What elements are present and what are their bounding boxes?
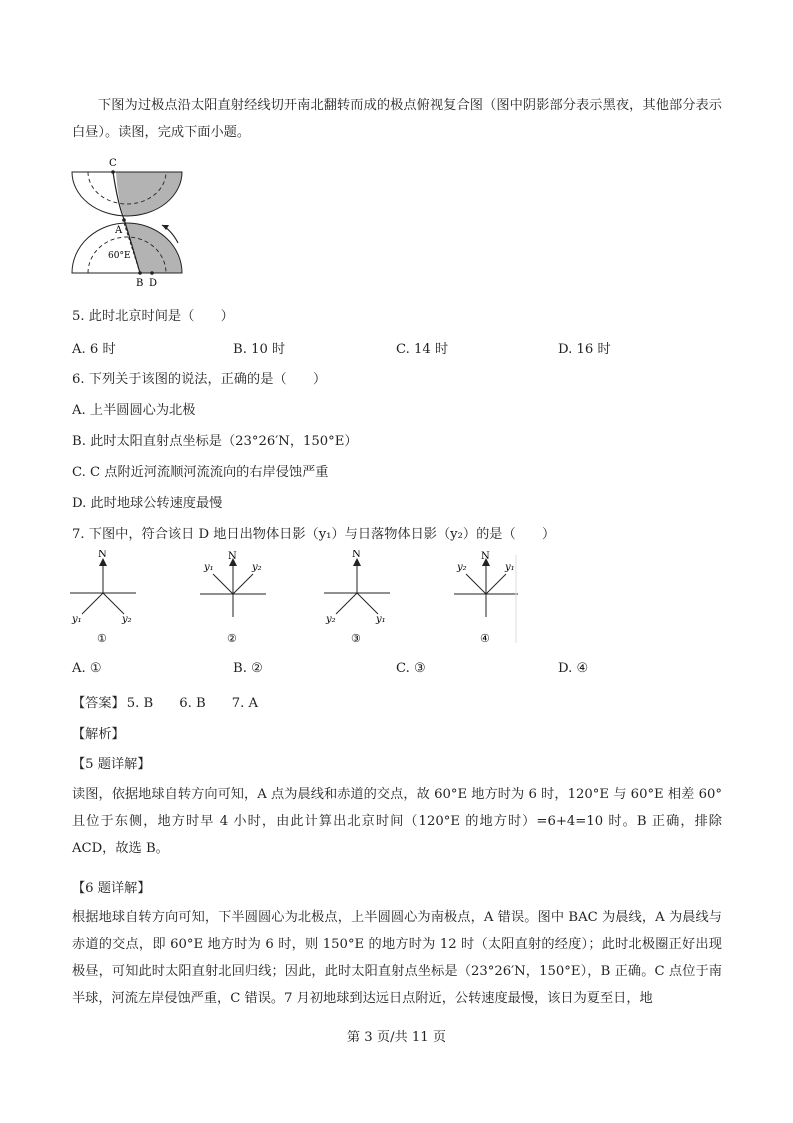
detail-5-title: 【5 题详解】 — [72, 757, 151, 772]
label-b: B — [136, 278, 144, 289]
diagram-2-num: ② — [227, 632, 237, 645]
q6-stem: 6. 下列关于该图的说法，正确的是（ ） — [72, 372, 327, 387]
detail-5-text: 读图，依据地球自转方向可知，A 点为晨线和赤道的交点，故 60°E 地方时为 6 时，120°E 与 60°E 相差 60°且位于东侧，地方时早 4 小时，由此计算出北京时间（120°E 的地方时）=6+4=10 时。B 正确，排除 ACD，故选 B。 — [72, 787, 722, 856]
point-a — [122, 218, 126, 222]
point-c — [111, 170, 115, 174]
shadow-diagram-4 — [452, 550, 522, 648]
answer-7: 7. A — [231, 696, 258, 711]
diagram-2-left: y₁ — [204, 562, 214, 573]
diagram-4-num: ④ — [480, 632, 490, 645]
q5-stem: 5. 此时北京时间是（ ） — [72, 309, 234, 324]
answer-label: 【答案】 — [72, 696, 125, 711]
diagram-3-n: N — [352, 550, 361, 560]
upper-night-shade — [116, 172, 182, 216]
point-d — [150, 271, 154, 275]
q7-option-a[interactable]: A. ① — [72, 661, 102, 676]
intro-paragraph: 下图为过极点沿太阳直射经线切开南北翻转而成的极点俯视复合图（图中阴影部分表示黑夜，其他部分表示白昼）。读图，完成下面小题。 — [72, 98, 722, 140]
q5-option-d[interactable]: D. 16 时 — [558, 342, 611, 357]
q7-stem: 7. 下图中，符合该日 D 地日出物体日影（y₁）与日落物体日影（y₂）的是（ ） — [72, 527, 556, 542]
q7-option-d[interactable]: D. ④ — [558, 661, 589, 676]
detail-6-text: 根据地球自转方向可知，下半圆圆心为北极点，上半圆圆心为南极点，A 错误。图中 BAC 为晨线，A 为晨线与赤道的交点，即 60°E 地方时为 6 时，则 150°E 的地方时为 12 时（太阳直射的经度）；此时北极圈正好出现极昼，可知此时太阳直射北回归线；因此，此时太阳直射点坐标是（23°26′N，150°E），B 正确。C 点位于南半球，河流左岸侵蚀严重，C 错误。7 月初地球到达远日点附近，公转速度最慢，该日为夏至日，地 — [72, 910, 722, 1006]
page-footer: 第 3 页/共 11 页 — [346, 1030, 447, 1045]
diagram-4-right: y₁ — [505, 562, 515, 573]
diagram-1-num: ① — [97, 632, 107, 645]
label-d: D — [149, 278, 158, 289]
diagram-2-right: y₂ — [252, 562, 262, 573]
analysis-label: 【解析】 — [72, 727, 125, 742]
detail-6-title: 【6 题详解】 — [72, 881, 151, 896]
diagram-1-left: y₁ — [72, 614, 82, 625]
diagram-3-num: ③ — [351, 632, 361, 645]
diagram-4-left: y₂ — [457, 562, 467, 573]
q5-option-a[interactable]: A. 6 时 — [72, 342, 116, 357]
q7-option-c[interactable]: C. ③ — [396, 661, 426, 676]
label-a: A — [115, 225, 123, 236]
q6-option-b[interactable]: B. 此时太阳直射点坐标是（23°26′N，150°E） — [72, 434, 358, 449]
point-b — [138, 271, 142, 275]
q5-option-b[interactable]: B. 10 时 — [233, 342, 286, 357]
diagram-1-n: N — [98, 550, 107, 560]
polar-view-figure — [66, 155, 196, 290]
label-lon: 60°E — [108, 251, 131, 261]
q6-option-a[interactable]: A. 上半圆圆心为北极 — [72, 403, 196, 418]
q6-option-d[interactable]: D. 此时地球公转速度最慢 — [72, 496, 223, 511]
q6-option-c[interactable]: C. C 点附近河流顺河流流向的右岸侵蚀严重 — [72, 465, 329, 480]
answer-6: 6. B — [179, 696, 206, 711]
q5-option-c[interactable]: C. 14 时 — [396, 342, 449, 357]
answer-5: 5. B — [126, 696, 154, 711]
label-c: C — [109, 158, 117, 169]
diagram-4-n: N — [481, 551, 490, 562]
diagram-3-left: y₂ — [326, 614, 336, 625]
shadow-diagram-1 — [68, 550, 138, 648]
shadow-diagram-3 — [322, 550, 392, 648]
diagram-1-right: y₂ — [122, 614, 132, 625]
diagram-2-n: N — [228, 551, 237, 562]
q7-option-b[interactable]: B. ② — [233, 661, 263, 676]
shadow-diagram-2 — [198, 550, 268, 648]
answer-line — [72, 692, 258, 711]
diagram-3-right: y₁ — [376, 614, 386, 625]
